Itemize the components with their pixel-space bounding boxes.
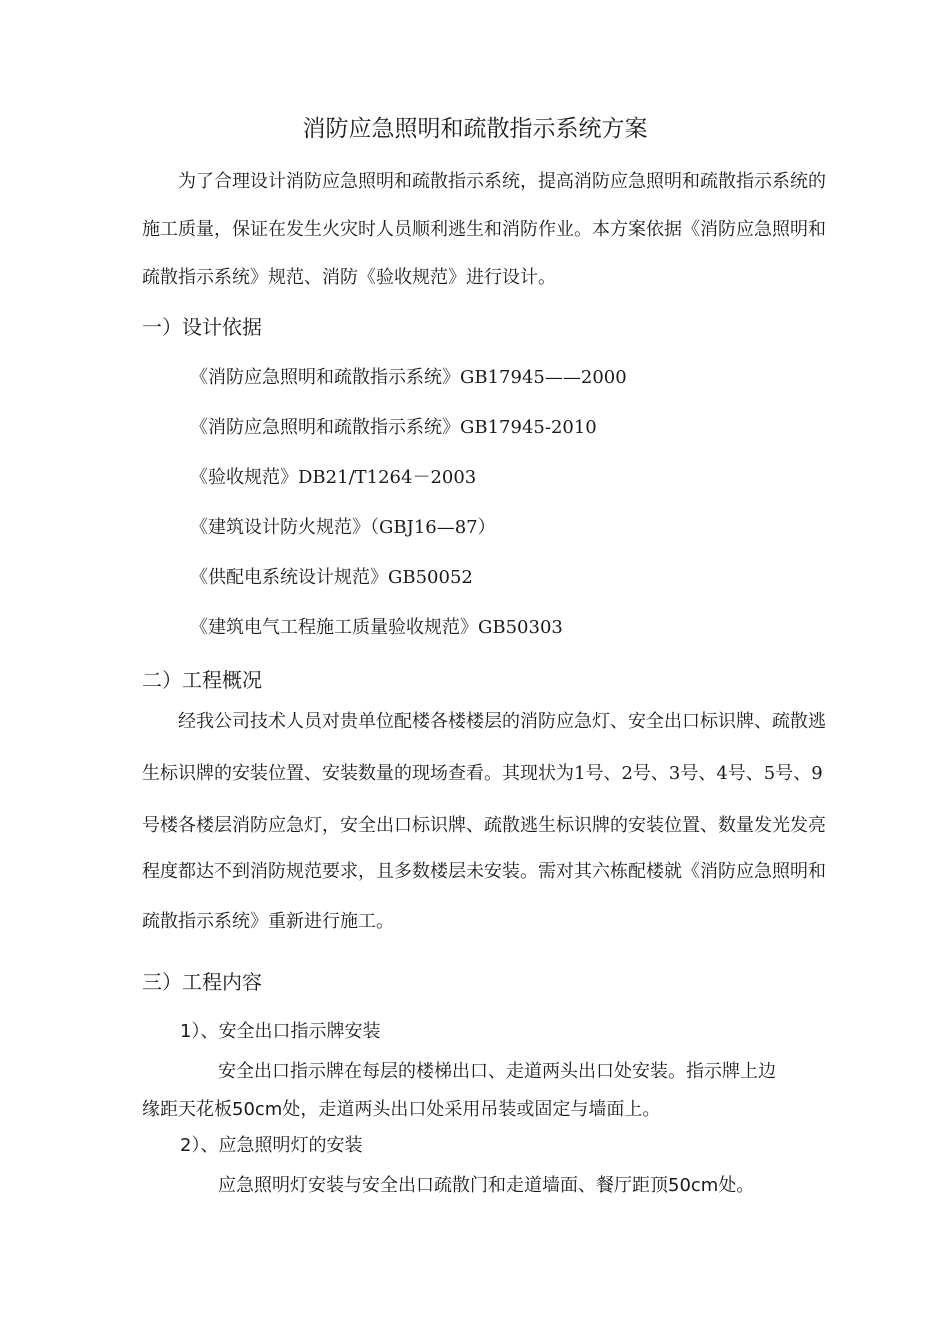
- document-title: 消防应急照明和疏散指示系统方案: [302, 116, 648, 142]
- distance-value: 50cm: [232, 1099, 283, 1120]
- standard-item: 《建筑设计防火规范》（GBJ16—87）: [190, 517, 496, 538]
- distance-value: 50cm: [668, 1175, 719, 1196]
- sub-item-1-heading: [180, 1020, 380, 1044]
- overview-line-2: 生标识牌的安装位置、安装数量的现场查看。其现状为1号、2号、3号、4号、5号、9: [142, 763, 823, 784]
- standard-item: 《供配电系统设计规范》GB50052: [190, 567, 473, 588]
- sub-item-2-line-1-rest: 处。: [718, 1175, 755, 1196]
- sub-item-1-line-2-text: 缘距天花板: [142, 1099, 232, 1120]
- overview-line-1: 经我公司技术人员对贵单位配楼各楼楼层的消防应急灯、安全出口标识牌、疏散逃: [178, 711, 826, 732]
- overview-line-4: 程度都达不到消防规范要求，且多数楼层未安装。需对其六栋配楼就《消防应急照明和: [142, 861, 826, 882]
- standard-item: 《建筑电气工程施工质量验收规范》GB50303: [190, 617, 563, 638]
- section-1-heading: 一）设计依据: [142, 315, 262, 339]
- sub-item-2-line-1-text: 应急照明灯安装与安全出口疏散门和走道墙面、餐厅距顶: [218, 1175, 668, 1196]
- sub-item-2-line-1: [218, 1174, 754, 1198]
- sub-item-1-line-2: [142, 1098, 660, 1122]
- intro-line-1: 为了合理设计消防应急照明和疏散指示系统，提高消防应急照明和疏散指示系统的: [178, 171, 826, 192]
- standard-item: 《验收规范》DB21/T1264－2003: [190, 467, 477, 488]
- sub-item-2-heading: [180, 1134, 362, 1158]
- standard-item: 《消防应急照明和疏散指示系统》GB17945-2010: [190, 417, 597, 438]
- sub-item-1-title: 、安全出口指示牌安装: [200, 1021, 381, 1042]
- overview-line-5: 疏散指示系统》重新进行施工。: [142, 911, 394, 932]
- sub-item-1-number: 1）: [180, 1021, 201, 1042]
- intro-line-3: 疏散指示系统》规范、消防《验收规范》进行设计。: [142, 267, 556, 288]
- sub-item-1-line-2-rest: 处，走道两头出口处采用吊装或固定与墙面上。: [282, 1099, 661, 1120]
- intro-line-2: 施工质量，保证在发生火灾时人员顺利逃生和消防作业。本方案依据《消防应急照明和: [142, 219, 826, 240]
- overview-line-3: 号楼各楼层消防应急灯，安全出口标识牌、疏散逃生标识牌的安装位置、数量发光发亮: [142, 815, 826, 836]
- standard-item: 《消防应急照明和疏散指示系统》GB17945——2000: [190, 367, 627, 388]
- section-3-heading: 三）工程内容: [142, 970, 262, 994]
- sub-item-2-title: 、应急照明灯的安装: [200, 1135, 363, 1156]
- sub-item-2-number: 2）: [180, 1135, 201, 1156]
- sub-item-1-line-1: 安全出口指示牌在每层的楼梯出口、走道两头出口处安装。指示牌上边: [218, 1061, 776, 1082]
- section-2-heading: 二）工程概况: [142, 668, 262, 692]
